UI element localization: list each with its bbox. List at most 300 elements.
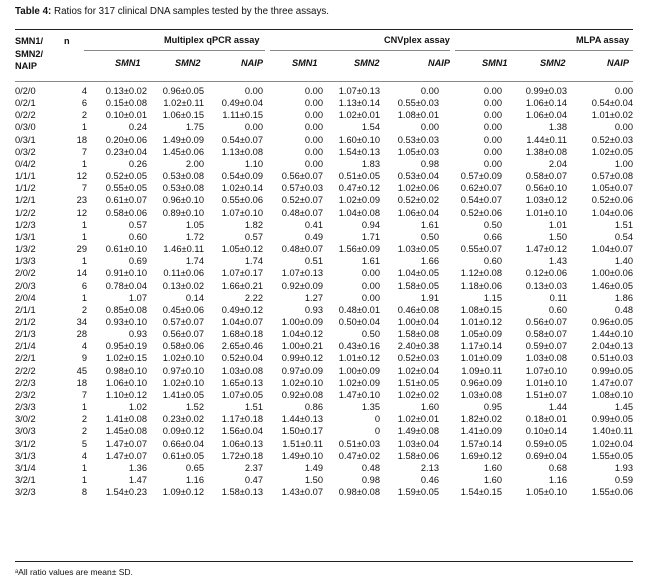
ratio-cell: 1.00±0.04 [397, 316, 439, 327]
ratio-cell: 0.00 [614, 122, 633, 133]
ratio-cell: 0.58±0.07 [525, 329, 567, 340]
n-cell: 1 [81, 231, 87, 242]
ratio-cell: 1.15 [483, 292, 502, 303]
genotype-cell: 3/1/3 [15, 450, 36, 461]
ratio-cell: 1.00±0.09 [281, 316, 323, 327]
group-line-mlpa [455, 50, 633, 51]
ratio-cell: 1.41±0.05 [162, 389, 204, 400]
ratio-cell: 1.02±0.02 [397, 389, 439, 400]
ratio-cell: 1.04±0.12 [281, 329, 323, 340]
ratio-cell: 0.00 [304, 110, 323, 121]
genotype-cell: 2/3/2 [15, 389, 36, 400]
ratio-cell: 1.68±0.18 [221, 329, 263, 340]
n-cell: 2 [81, 110, 87, 121]
ratio-cell: 1.01±0.02 [591, 110, 633, 121]
ratio-cell: 1.08±0.10 [591, 389, 633, 400]
ratio-cell: 0.12±0.06 [525, 268, 567, 279]
ratio-cell: 0.86 [304, 402, 323, 413]
table-row [15, 365, 633, 377]
genotype-cell: 2/0/3 [15, 280, 36, 291]
table-row [15, 450, 633, 462]
ratio-cell: 0 [374, 414, 380, 425]
ratio-cell: 1.83 [361, 158, 380, 169]
ratio-cell: 1.02±0.15 [105, 353, 147, 364]
n-cell: 7 [81, 389, 87, 400]
n-cell: 9 [81, 353, 87, 364]
ratio-cell: 2.04±0.13 [591, 341, 633, 352]
ratio-cell: 1.04±0.07 [591, 244, 633, 255]
ratio-cell: 0.50±0.04 [338, 316, 380, 327]
ratio-cell: 0.53±0.08 [162, 171, 204, 182]
data-table [15, 85, 633, 498]
subheader-smn1: SMN1 [115, 58, 141, 68]
ratio-cell: 0.54±0.07 [460, 195, 502, 206]
ratio-cell: 0.13±0.02 [162, 280, 204, 291]
ratio-cell: 1.05 [185, 219, 204, 230]
ratio-cell: 0.24 [128, 122, 147, 133]
ratio-cell: 1.47±0.10 [338, 389, 380, 400]
ratio-cell: 0.99±0.05 [591, 414, 633, 425]
ratio-cell: 1.59±0.05 [397, 487, 439, 498]
ratio-cell: 1.54 [361, 122, 380, 133]
ratio-cell: 0.00 [304, 86, 323, 96]
ratio-cell: 0.11 [549, 292, 567, 303]
n-cell: 2 [81, 414, 87, 425]
ratio-cell: 1.02±0.09 [338, 195, 380, 206]
genotype-cell: 1/1/2 [15, 183, 36, 194]
ratio-cell: 0.52±0.04 [221, 353, 263, 364]
ratio-cell: 0.57±0.08 [591, 171, 633, 182]
ratio-cell: 0.00 [304, 146, 323, 157]
ratio-cell: 0.91±0.10 [105, 268, 147, 279]
n-cell: 4 [81, 341, 87, 352]
ratio-cell: 1.44 [548, 402, 567, 413]
ratio-cell: 0.50 [420, 231, 439, 242]
ratio-cell: 0.23±0.04 [105, 146, 147, 157]
table-row [15, 340, 633, 352]
genotype-cell: 3/0/3 [15, 426, 36, 437]
ratio-cell: 0.55±0.05 [105, 183, 147, 194]
ratio-cell: 0.00 [244, 86, 263, 96]
ratio-cell: 1.44±0.11 [526, 134, 567, 145]
ratio-cell: 1.07±0.13 [338, 86, 380, 96]
ratio-cell: 1.06±0.04 [525, 110, 567, 121]
genotype-header [15, 35, 43, 73]
ratio-cell: 0.61±0.05 [162, 450, 204, 461]
ratio-cell: 0.57±0.09 [460, 171, 502, 182]
ratio-cell: 1.00±0.09 [338, 365, 380, 376]
ratio-cell: 0.85±0.08 [105, 304, 147, 315]
ratio-cell: 0.97±0.09 [281, 365, 323, 376]
ratio-cell: 1.72 [185, 231, 204, 242]
ratio-cell: 1.57±0.14 [460, 438, 502, 449]
ratio-cell: 1.54±0.23 [105, 487, 147, 498]
ratio-cell: 0.99±0.05 [591, 365, 633, 376]
ratio-cell: 1.75 [185, 122, 204, 133]
ratio-cell: 1.02±0.05 [591, 146, 633, 157]
n-cell: 5 [81, 438, 87, 449]
ratio-cell: 0.95±0.19 [105, 341, 147, 352]
ratio-cell: 1.01±0.10 [525, 207, 567, 218]
ratio-cell: 0.50 [483, 219, 502, 230]
table-row [15, 413, 633, 425]
genotype-cell: 1/2/2 [15, 207, 36, 218]
ratio-cell: 0.52±0.06 [460, 207, 502, 218]
ratio-cell: 0.92±0.08 [281, 389, 323, 400]
table-row [15, 267, 633, 279]
ratio-cell: 1.51 [614, 219, 633, 230]
subheader-smn2: SMN2 [354, 58, 380, 68]
ratio-cell: 0.00 [244, 122, 263, 133]
ratio-cell: 0.47 [244, 475, 263, 485]
ratio-cell: 0.53±0.03 [397, 134, 439, 145]
caption-label: Table 4: [15, 6, 52, 17]
genotype-cell: 1/2/3 [15, 219, 36, 230]
ratio-cell: 1.72±0.18 [221, 450, 263, 461]
ratio-cell: 1.03±0.08 [525, 353, 567, 364]
ratio-cell: 1.10±0.12 [105, 389, 147, 400]
ratio-cell: 0.98 [361, 475, 380, 485]
ratio-cell: 0.46±0.08 [397, 304, 439, 315]
genotype-cell: 2/1/1 [15, 304, 36, 315]
n-cell: 2 [81, 426, 87, 437]
genotype-cell: 2/0/2 [15, 268, 36, 279]
ratio-cell: 0.41 [304, 219, 323, 230]
table-caption [15, 6, 329, 17]
ratio-cell: 1.51±0.07 [525, 389, 567, 400]
group-header-mlpa: MLPA assay [576, 35, 630, 45]
ratio-cell: 0.52±0.07 [281, 195, 323, 206]
ratio-cell: 0.00 [483, 134, 502, 145]
ratio-cell: 1.58±0.08 [397, 329, 439, 340]
ratio-cell: 0.69±0.04 [525, 450, 567, 461]
ratio-cell: 1.07±0.10 [221, 207, 263, 218]
ratio-cell: 1.51 [244, 402, 263, 413]
n-cell: 28 [76, 329, 87, 340]
genotype-cell: 0/4/2 [15, 158, 36, 169]
ratio-cell: 1.56±0.04 [221, 426, 263, 437]
ratio-cell: 0.92±0.09 [281, 280, 323, 291]
ratio-cell: 0.96±0.09 [460, 377, 502, 388]
table-row [15, 352, 633, 364]
ratio-cell: 1.40 [614, 256, 633, 267]
table-footnote: ᵃAll ratio values are mean± SD. [15, 567, 133, 577]
genotype-cell: 1/1/1 [15, 171, 36, 182]
ratio-cell: 0.56±0.07 [162, 329, 204, 340]
ratio-cell: 1.74 [185, 256, 204, 267]
ratio-cell: 0.54±0.04 [591, 98, 633, 109]
ratio-cell: 1.60 [483, 462, 502, 473]
n-header: n [64, 36, 70, 46]
n-cell: 6 [81, 280, 87, 291]
ratio-cell: 0.96±0.05 [591, 316, 633, 327]
ratio-cell: 0.52±0.03 [591, 134, 633, 145]
ratio-cell: 1.02±0.11 [163, 98, 204, 109]
ratio-cell: 0.56±0.07 [525, 316, 567, 327]
ratio-cell: 1.05±0.03 [397, 146, 439, 157]
ratio-cell: 0.45±0.06 [162, 304, 204, 315]
table-row [15, 389, 633, 401]
ratio-cell: 0.00 [483, 98, 502, 109]
n-cell: 14 [76, 268, 87, 279]
ratio-cell: 0.51±0.03 [338, 438, 380, 449]
ratio-cell: 0.94 [361, 219, 380, 230]
ratio-cell: 0.49 [304, 231, 323, 242]
ratio-cell: 1.01±0.10 [525, 377, 567, 388]
ratio-cell: 0.00 [483, 110, 502, 121]
ratio-cell: 0.66±0.04 [162, 438, 204, 449]
ratio-cell: 1.07 [128, 292, 147, 303]
caption-text: Ratios for 317 clinical DNA samples tested by the three assays. [54, 6, 330, 17]
ratio-cell: 0.43±0.16 [338, 341, 380, 352]
ratio-cell: 0.58±0.06 [162, 341, 204, 352]
ratio-cell: 0.78±0.04 [105, 280, 147, 291]
n-cell: 1 [81, 158, 87, 169]
ratio-cell: 1.47 [128, 475, 147, 485]
ratio-cell: 0.00 [361, 280, 380, 291]
ratio-cell: 0.98 [420, 158, 439, 169]
ratio-cell: 1.49±0.09 [162, 134, 204, 145]
table-row [15, 328, 633, 340]
ratio-cell: 0.62±0.07 [460, 183, 502, 194]
table-body [15, 85, 633, 498]
ratio-cell: 0.48 [614, 304, 633, 315]
ratio-cell: 1.45 [614, 402, 633, 413]
subheader-smn2: SMN2 [540, 58, 566, 68]
ratio-cell: 0.56±0.07 [281, 171, 323, 182]
genotype-header-line: NAIP [15, 61, 37, 71]
ratio-cell: 0.59±0.05 [525, 438, 567, 449]
ratio-cell: 1.38 [548, 122, 567, 133]
ratio-cell: 1.44±0.10 [591, 329, 633, 340]
ratio-cell: 1.38±0.08 [525, 146, 567, 157]
n-cell: 1 [81, 256, 87, 267]
ratio-cell: 0.93±0.10 [105, 316, 147, 327]
ratio-cell: 0.93 [304, 304, 323, 315]
ratio-cell: 1.02±0.10 [162, 353, 204, 364]
ratio-cell: 0.58±0.06 [105, 207, 147, 218]
ratio-cell: 1.56±0.09 [338, 244, 380, 255]
genotype-cell: 0/2/2 [15, 110, 36, 121]
n-cell: 45 [76, 365, 87, 376]
ratio-cell: 1.43±0.07 [281, 487, 323, 498]
genotype-cell: 2/0/4 [15, 292, 36, 303]
n-cell: 1 [81, 475, 87, 485]
ratio-cell: 1.03±0.05 [397, 244, 439, 255]
ratio-cell: 0.54±0.09 [221, 171, 263, 182]
ratio-cell: 0.00 [304, 158, 323, 169]
ratio-cell: 0.26 [128, 158, 147, 169]
table-row [15, 438, 633, 450]
ratio-cell: 1.07±0.13 [281, 268, 323, 279]
ratio-cell: 2.22 [244, 292, 263, 303]
ratio-cell: 0.60 [483, 256, 502, 267]
ratio-cell: 0.95 [483, 402, 502, 413]
subheader-naip: NAIP [241, 58, 263, 68]
ratio-cell: 1.93 [614, 462, 633, 473]
ratio-cell: 1.05±0.07 [591, 183, 633, 194]
genotype-header-line: SMN2/ [15, 48, 44, 59]
ratio-cell: 1.01 [548, 219, 567, 230]
ratio-cell: 1.06±0.04 [397, 207, 439, 218]
ratio-cell: 0.00 [420, 86, 439, 96]
ratio-cell: 0.53±0.04 [397, 171, 439, 182]
ratio-cell: 1.04±0.06 [591, 207, 633, 218]
ratio-cell: 0.00 [304, 134, 323, 145]
ratio-cell: 0.49±0.04 [221, 98, 263, 109]
genotype-cell: 1/3/3 [15, 256, 36, 267]
ratio-cell: 1.58±0.13 [221, 487, 263, 498]
ratio-cell: 0.69 [128, 256, 147, 267]
n-cell: 12 [76, 171, 87, 182]
genotype-cell: 0/2/0 [15, 86, 36, 96]
ratio-cell: 0.61±0.07 [105, 195, 147, 206]
ratio-cell: 0.99±0.03 [525, 86, 567, 96]
ratio-cell: 1.66 [420, 256, 439, 267]
table-row [15, 316, 633, 328]
ratio-cell: 1.40±0.11 [592, 426, 633, 437]
ratio-cell: 1.04±0.08 [338, 207, 380, 218]
ratio-cell: 1.02±0.09 [338, 377, 380, 388]
ratio-cell: 1.07±0.17 [221, 268, 263, 279]
ratio-cell: 1.54±0.13 [338, 146, 380, 157]
ratio-cell: 1.00±0.21 [281, 341, 323, 352]
n-cell: 7 [81, 146, 87, 157]
genotype-cell: 0/3/0 [15, 122, 36, 133]
ratio-cell: 0.52±0.05 [105, 171, 147, 182]
table-row [15, 462, 633, 474]
subheader-smn1: SMN1 [292, 58, 318, 68]
ratio-cell: 0.55±0.07 [460, 244, 502, 255]
ratio-cell: 0.51 [304, 256, 323, 267]
ratio-cell: 1.71 [361, 231, 380, 242]
table-row [15, 194, 633, 206]
ratio-cell: 1.09±0.12 [162, 487, 204, 498]
ratio-cell: 0.47±0.12 [338, 183, 380, 194]
ratio-cell: 1.69±0.12 [460, 450, 502, 461]
ratio-cell: 2.00 [185, 158, 204, 169]
ratio-cell: 1.27 [304, 292, 323, 303]
genotype-cell: 1/3/2 [15, 244, 36, 255]
ratio-cell: 1.17±0.14 [460, 341, 502, 352]
ratio-cell: 1.60 [483, 475, 502, 485]
ratio-cell: 0.98±0.08 [338, 487, 380, 498]
n-cell: 34 [76, 316, 87, 327]
ratio-cell: 0.52±0.02 [397, 195, 439, 206]
table-row [15, 486, 633, 498]
genotype-cell: 2/1/4 [15, 341, 36, 352]
ratio-cell: 0.59±0.07 [525, 341, 567, 352]
ratio-cell: 1.49±0.08 [397, 426, 439, 437]
ratio-cell: 1.86 [614, 292, 633, 303]
table-row [15, 231, 633, 243]
ratio-cell: 0.14 [185, 292, 204, 303]
ratio-cell: 1.02 [128, 402, 147, 413]
ratio-cell: 1.02±0.14 [221, 183, 263, 194]
ratio-cell: 0.57 [128, 219, 147, 230]
ratio-cell: 1.02±0.10 [162, 377, 204, 388]
n-cell: 23 [76, 195, 87, 206]
table-row [15, 85, 633, 97]
ratio-cell: 1.03±0.12 [525, 195, 567, 206]
ratio-cell: 1.03±0.08 [460, 389, 502, 400]
ratio-cell: 2.65±0.46 [221, 341, 263, 352]
ratio-cell: 0.48±0.01 [338, 304, 380, 315]
n-cell: 12 [76, 207, 87, 218]
table-row [15, 109, 633, 121]
ratio-cell: 1.52 [185, 402, 204, 413]
ratio-cell: 1.66±0.21 [221, 280, 263, 291]
ratio-cell: 1.02±0.04 [591, 438, 633, 449]
ratio-cell: 0.55±0.03 [397, 98, 439, 109]
ratio-cell: 1.44±0.13 [281, 414, 323, 425]
ratio-cell: 0.13±0.02 [105, 86, 147, 96]
ratio-cell: 0.49±0.12 [221, 304, 263, 315]
ratio-cell: 0.57±0.03 [281, 183, 323, 194]
ratio-cell: 1.60 [420, 402, 439, 413]
ratio-cell: 1.06±0.15 [162, 110, 204, 121]
ratio-cell: 1.04±0.05 [397, 268, 439, 279]
ratio-cell: 1.04±0.07 [221, 316, 263, 327]
ratio-cell: 1.50±0.17 [281, 426, 323, 437]
n-cell: 29 [76, 244, 87, 255]
table-row [15, 170, 633, 182]
ratio-cell: 1.43 [548, 256, 567, 267]
n-cell: 4 [81, 450, 87, 461]
ratio-cell: 1.46±0.11 [163, 244, 204, 255]
n-cell: 18 [76, 377, 87, 388]
ratio-cell: 0.15±0.08 [105, 98, 147, 109]
ratio-cell: 0.56±0.10 [525, 183, 567, 194]
ratio-cell: 1.41±0.08 [105, 414, 147, 425]
table-row [15, 134, 633, 146]
ratio-cell: 1.05±0.09 [460, 329, 502, 340]
ratio-cell: 1.58±0.05 [397, 280, 439, 291]
ratio-cell: 0.57 [244, 231, 263, 242]
ratio-cell: 1.12±0.08 [460, 268, 502, 279]
ratio-cell: 1.82 [244, 219, 263, 230]
ratio-cell: 0.00 [420, 122, 439, 133]
ratio-cell: 0.54 [614, 231, 633, 242]
ratio-cell: 0.97±0.10 [162, 365, 204, 376]
group-header-qpcr: Multiplex qPCR assay [164, 35, 260, 45]
table-row [15, 280, 633, 292]
ratio-cell: 1.00±0.06 [591, 268, 633, 279]
n-cell: 1 [81, 219, 87, 230]
table-row [15, 377, 633, 389]
ratio-cell: 1.47±0.07 [591, 377, 633, 388]
ratio-cell: 0.00 [361, 268, 380, 279]
subheader-naip: NAIP [428, 58, 450, 68]
ratio-cell: 0.09±0.12 [162, 426, 204, 437]
table-row [15, 207, 633, 219]
ratio-cell: 0.47±0.02 [338, 450, 380, 461]
top-rule [15, 29, 633, 30]
ratio-cell: 1.03±0.04 [397, 438, 439, 449]
ratio-cell: 1.13±0.14 [338, 98, 380, 109]
table-row [15, 219, 633, 231]
genotype-cell: 3/1/4 [15, 462, 36, 473]
ratio-cell: 1.06±0.10 [105, 377, 147, 388]
ratio-cell: 1.51±0.11 [282, 438, 323, 449]
ratio-cell: 1.45±0.08 [105, 426, 147, 437]
ratio-cell: 1.08±0.01 [397, 110, 439, 121]
n-cell: 4 [81, 86, 87, 96]
ratio-cell: 0.46 [420, 475, 439, 485]
ratio-cell: 1.47±0.07 [105, 438, 147, 449]
genotype-cell: 0/3/1 [15, 134, 36, 145]
ratio-cell: 1.65±0.13 [221, 377, 263, 388]
